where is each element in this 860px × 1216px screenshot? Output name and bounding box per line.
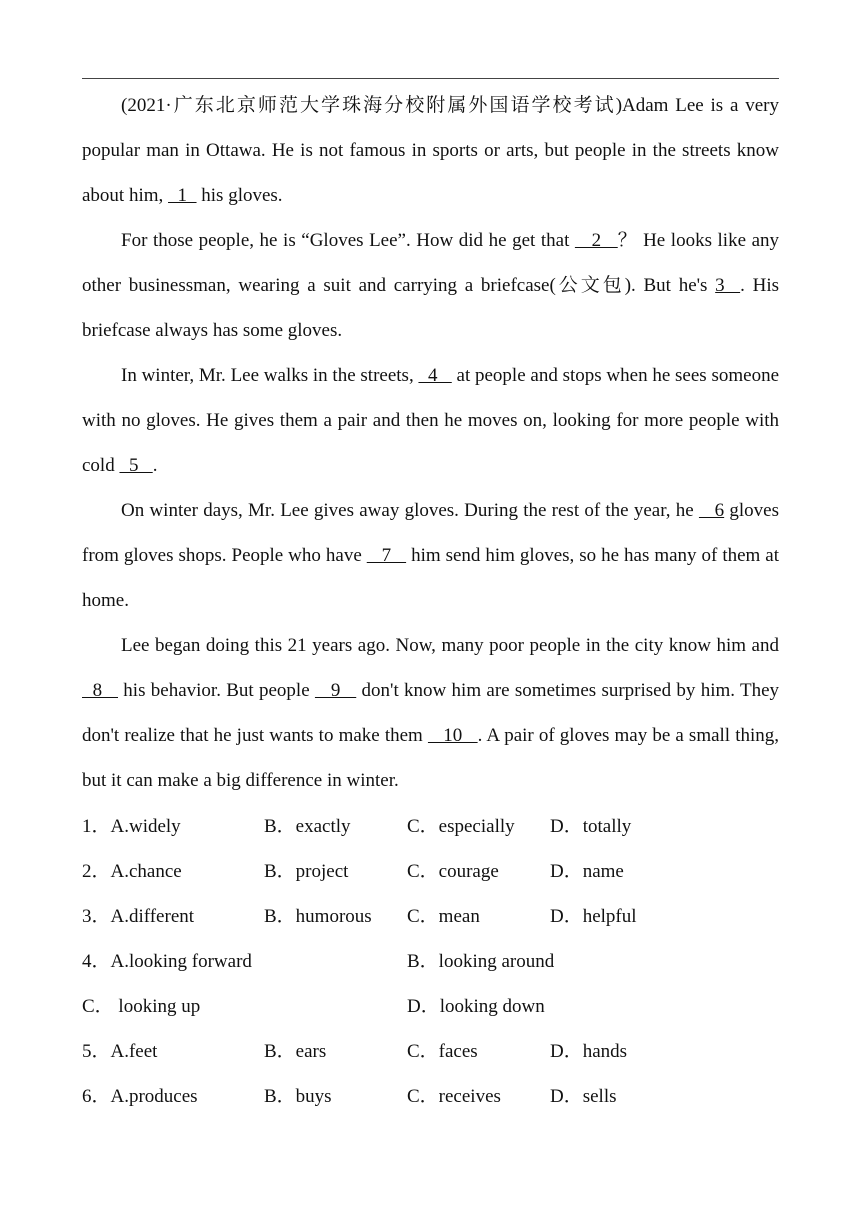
text: On winter days, Mr. Lee gives away gloves. During the rest of the year, he xyxy=(121,500,699,521)
paragraph-1 xyxy=(82,83,779,218)
header-rule xyxy=(82,78,779,79)
blank-6: 6 xyxy=(698,500,725,521)
text: For those people, he is “Gloves Lee”. How did he get that xyxy=(121,230,575,251)
blank-4: 4 xyxy=(418,365,452,386)
blank-10: 10 xyxy=(427,725,478,746)
option-d[interactable]: D．helpful xyxy=(550,906,637,927)
blank-9: 9 xyxy=(314,680,357,701)
option-b[interactable]: B．project xyxy=(264,861,349,882)
option-c[interactable]: C．mean xyxy=(407,906,480,927)
option-c[interactable]: C．receives xyxy=(407,1086,501,1107)
option-b[interactable]: B．exactly xyxy=(264,816,351,837)
text: gloves from gloves shops. People who have xyxy=(82,500,779,566)
question-6 xyxy=(82,1074,782,1119)
option-d[interactable]: D．looking down xyxy=(407,996,545,1017)
blank-2: 2 xyxy=(574,230,618,251)
option-d[interactable]: D．totally xyxy=(550,816,632,837)
text: don't know him are sometimes surprised by him. They don't realize that he just wants to make them xyxy=(82,680,780,746)
option-b[interactable]: B．humorous xyxy=(264,906,372,927)
option-b[interactable]: B．looking around xyxy=(407,951,555,972)
text: In winter, Mr. Lee walks in the streets, xyxy=(121,365,419,386)
text: . A pair of gloves may be a small thing, but it can make a big difference in winter. xyxy=(82,725,780,791)
question-5 xyxy=(82,1029,782,1074)
option-c[interactable]: C．faces xyxy=(407,1041,478,1062)
text: his gloves. xyxy=(196,185,283,206)
text: (2021·广东北京师范大学珠海分校附属外国语学校考试)Adam Lee is a very popular man in Ottawa. He is not famous in sports or arts, but people in the streets know about him, xyxy=(82,95,779,206)
option-c[interactable]: C．courage xyxy=(407,861,499,882)
question-3 xyxy=(82,894,782,939)
option-a[interactable]: 6．A.produces xyxy=(82,1086,198,1107)
option-b[interactable]: B．ears xyxy=(264,1041,327,1062)
question-4 xyxy=(82,939,782,984)
text: at people and stops when he sees someone with no gloves. He gives them a pair and then he moves on, looking for more people with cold xyxy=(82,365,779,476)
option-d[interactable]: D．sells xyxy=(550,1086,617,1107)
text: his behavior. But people xyxy=(118,680,315,701)
question-2 xyxy=(82,849,782,894)
paragraph-3 xyxy=(82,353,779,488)
question-1 xyxy=(82,804,782,849)
question-4-row-2 xyxy=(82,984,782,1029)
option-d[interactable]: D．hands xyxy=(550,1041,628,1062)
option-a[interactable]: 1．A.widely xyxy=(82,816,181,837)
blank-3: 3 xyxy=(715,275,741,296)
text: him send him gloves, so he has many of them at home. xyxy=(82,545,780,611)
option-c[interactable]: C． looking up xyxy=(82,996,201,1017)
option-a[interactable]: 2．A.chance xyxy=(82,861,182,882)
text: . His briefcase always has some gloves. xyxy=(82,275,779,341)
cloze-passage xyxy=(82,83,779,803)
option-a[interactable]: 4．A.looking forward xyxy=(82,951,252,972)
blank-8: 8 xyxy=(82,680,118,701)
option-d[interactable]: D．name xyxy=(550,861,624,882)
text: . xyxy=(152,455,158,476)
option-c[interactable]: C．especially xyxy=(407,816,515,837)
blank-1: 1 xyxy=(168,185,197,206)
paragraph-4 xyxy=(82,488,779,623)
paragraph-5 xyxy=(82,623,779,803)
option-a[interactable]: 5．A.feet xyxy=(82,1041,158,1062)
paragraph-2 xyxy=(82,218,779,353)
option-a[interactable]: 3．A.different xyxy=(82,906,195,927)
blank-7: 7 xyxy=(366,545,407,566)
option-b[interactable]: B．buys xyxy=(264,1086,332,1107)
blank-5: 5 xyxy=(119,455,153,476)
text: ？ He looks like any other businessman, wearing a suit and carrying a briefcase(公文包). But he's xyxy=(82,230,779,296)
text: Lee began doing this 21 years ago. Now, many poor people in the city know him and xyxy=(121,635,779,656)
